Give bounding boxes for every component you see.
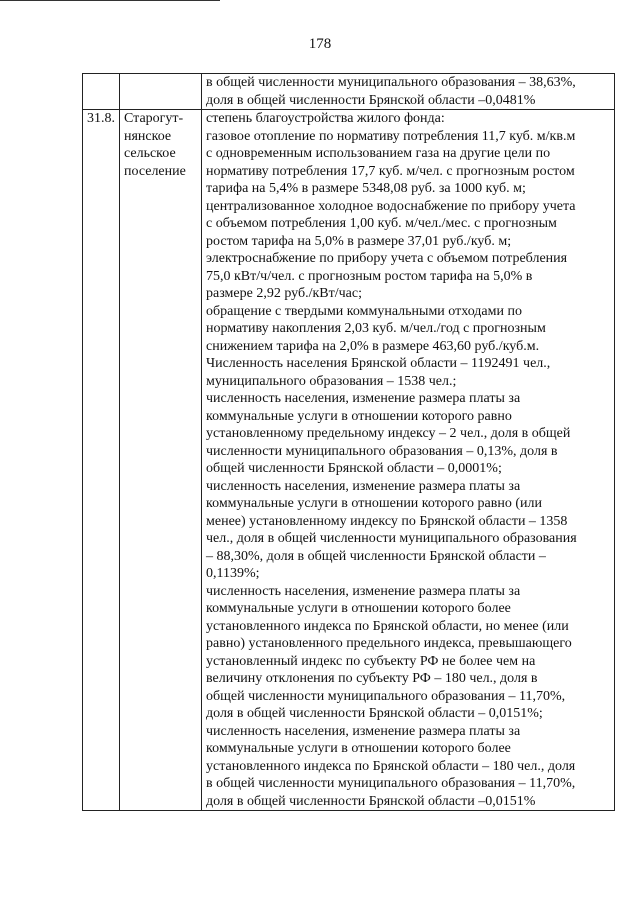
- description-line: централизованное холодное водоснабжение по прибору учета: [206, 198, 576, 214]
- description-line: доля в общей численности Брянской области –0,0151%: [206, 793, 536, 809]
- row-number: 31.8.: [87, 111, 115, 126]
- description-line: с объемом потребления 1,00 куб. м/чел./мес. с прогнозным: [206, 216, 557, 231]
- description-line: установленный индекс по субъекту РФ не более чем на: [206, 653, 536, 669]
- description-line: коммунальные услуги в отношении которого более: [206, 741, 511, 756]
- page-number: 178: [308, 36, 332, 52]
- description-line: тарифа на 5,4% в размере 5348,08 руб. за 1000 куб. м;: [206, 181, 526, 196]
- municipality-name-line: нянское: [124, 128, 172, 144]
- municipality-name-line: сельское: [124, 146, 176, 161]
- description-line: чел., доля в общей численности муниципального образования: [206, 531, 577, 546]
- description-cell: [202, 74, 615, 110]
- description-line: доля в общей численности Брянской области – 0,0151%;: [206, 706, 543, 721]
- description-line: установленного индекса по Брянской области – 180 чел., доля: [206, 758, 576, 774]
- description-line: 75,0 кВт/ч/чел. с прогнозным ростом тарифа на 5,0% в: [206, 268, 533, 284]
- description-line: степень благоустройства жилого фонда:: [206, 111, 445, 126]
- description-line: численность населения, изменение размера платы за: [206, 391, 521, 406]
- description-line: численность населения, изменение размера платы за: [206, 583, 521, 599]
- top-rule: [0, 0, 220, 1]
- description-line: в общей численности муниципального образования – 11,70%,: [206, 776, 576, 791]
- description-line: коммунальные услуги в отношении которого более: [206, 601, 511, 616]
- row-number-cell: [83, 74, 120, 110]
- description-line: размере 2,92 руб./кВт/час;: [206, 286, 362, 301]
- municipality-name-cell: [120, 74, 202, 110]
- description-line: ростом тарифа на 5,0% в размере 37,01 руб./куб. м;: [206, 233, 512, 249]
- description-line: коммунальные услуги в отношении которого равно (или: [206, 496, 542, 511]
- description-line: доля в общей численности Брянской области –0,0481%: [206, 92, 536, 108]
- description-line: численности муниципального образования – 0,13%, доля в: [206, 443, 558, 459]
- row-number-cell: [83, 110, 120, 811]
- description-line: коммунальные услуги в отношении которого равно: [206, 408, 512, 424]
- description-line: 0,1139%;: [206, 566, 260, 581]
- description-line: нормативу накопления 2,03 куб. м/чел./год с прогнозным: [206, 321, 546, 336]
- description-line: – 88,30%, доля в общей численности Брянской области –: [206, 548, 546, 564]
- description-line: электроснабжение по прибору учета с объемом потребления: [206, 251, 568, 266]
- description-line: общей численности муниципального образования – 11,70%,: [206, 688, 566, 704]
- description-line: менее) установленному индексу по Брянской области – 1358: [206, 513, 568, 529]
- description-line: общей численности Брянской области – 0,0001%;: [206, 461, 502, 476]
- description-line: установленному предельному индексу – 2 чел., доля в общей: [206, 426, 571, 441]
- document-table: [82, 73, 615, 811]
- table-row: [83, 74, 615, 110]
- description-line: обращение с твердыми коммунальными отходами по: [206, 303, 522, 319]
- description-line: нормативу потребления 17,7 куб. м/чел. с прогнозным ростом: [206, 163, 575, 179]
- description-line: муниципального образования – 1538 чел.;: [206, 373, 457, 389]
- description-line: Численность населения Брянской области – 1192491 чел.,: [206, 356, 551, 371]
- description-line: снижением тарифа на 2,0% в размере 463,60 руб./куб.м.: [206, 338, 540, 354]
- description-cell: [202, 110, 615, 811]
- description-line: величину отклонения по субъекту РФ – 180 чел., доля в: [206, 671, 538, 686]
- description-line: с одновременным использованием газа на другие цели по: [206, 146, 551, 161]
- municipality-name-line: Старогут-: [124, 111, 184, 126]
- description-line: равно) установленного предельного индекса, превышающего: [206, 636, 572, 651]
- description-line: численность населения, изменение размера платы за: [206, 478, 521, 494]
- description-line: установленного индекса по Брянской области, но менее (или: [206, 618, 569, 634]
- description-line: численность населения, изменение размера платы за: [206, 723, 521, 739]
- document-table-body: [83, 74, 615, 811]
- municipality-name-cell: [120, 110, 202, 811]
- municipality-name-line: поселение: [124, 163, 186, 179]
- description-line: газовое отопление по нормативу потребления 11,7 куб. м/кв.м: [206, 128, 576, 144]
- description-line: в общей численности муниципального образования – 38,63%,: [206, 75, 576, 90]
- table-row: [83, 110, 615, 811]
